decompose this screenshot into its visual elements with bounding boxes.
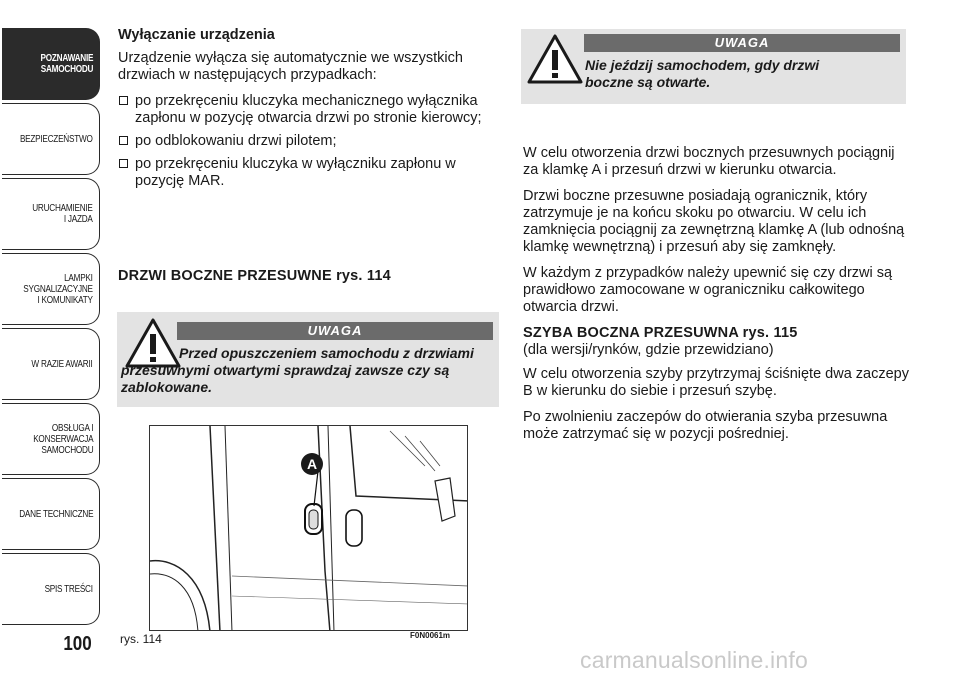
bullet-item: po odblokowaniu drzwi pilotem;	[118, 133, 498, 150]
paragraph: W celu otworzenia szyby przytrzymaj ściśnięte dwa zaczepy B w kierunku do siebie i przesuń szybę.	[523, 366, 909, 399]
section-subtitle: (dla wersji/rynków, gdzie przewidziano)	[523, 342, 774, 358]
warning-box-right	[521, 29, 906, 104]
tab-obsluga-i-konserwacja[interactable]: OBSŁUGA I KONSERWACJA SAMOCHODU	[2, 403, 100, 475]
tab-w-razie-awarii[interactable]: W RAZIE AWARII	[2, 328, 100, 400]
warning-text: Nie jeździj samochodem, gdy drzwi boczne są otwarte.	[585, 57, 820, 90]
paragraph: Drzwi boczne przesuwne posiadają ogranicznik, który zatrzymuje je na końcu skoku po otwarciu. W celu ich zamknięcia pociągnij za zewnętrzną klamkę A (lub odnośną klamkę wewnętrzną) i przesuń aby się zamknęły.	[523, 188, 905, 255]
section-title-drzwi: DRZWI BOCZNE PRZESUWNE rys. 114	[118, 268, 391, 284]
paragraph: W celu otworzenia drzwi bocznych przesuwnych pociągnij za klamkę A i przesuń drzwi w kierunku otwarcia.	[523, 145, 895, 178]
left-column	[118, 27, 498, 196]
right-column	[523, 145, 911, 452]
warning-box-left	[117, 312, 499, 407]
van-side-door-illustration	[150, 426, 468, 631]
intro-paragraph: Urządzenie wyłącza się automatycznie we wszystkich drzwiach w następujących przypadkach:	[118, 50, 463, 83]
tab-poznawanie-samochodu[interactable]: POZNAWANIE SAMOCHODU	[2, 28, 100, 100]
tab-spis-tresci[interactable]: SPIS TREŚCI	[2, 553, 100, 625]
tab-bezpieczenstwo[interactable]: BEZPIECZEŃSTWO	[2, 103, 100, 175]
tab-uruchamienie-i-jazda[interactable]: URUCHAMIENIE I JAZDA	[2, 178, 100, 250]
figure-caption: rys. 114	[120, 632, 162, 646]
page-number: 100	[63, 633, 92, 655]
watermark: carmanualsonline.info	[580, 647, 808, 673]
warning-label: UWAGA	[177, 322, 493, 340]
tab-dane-techniczne[interactable]: DANE TECHNICZNE	[2, 478, 100, 550]
section-title-szyba: SZYBA BOCZNA PRZESUWNA rys. 115	[523, 325, 798, 341]
paragraph: Po zwolnieniu zaczepów do otwierania szyba przesuwna może zatrzymać się w pozycji pośredniej.	[523, 409, 888, 442]
callout-a-label: A	[306, 456, 318, 472]
tab-lampki-sygnalizacyjne[interactable]: LAMPKI SYGNALIZACYJNE I KOMUNIKATY	[2, 253, 100, 325]
figure-sliding-door	[149, 425, 468, 631]
bullet-item: po przekręceniu kluczyka mechanicznego wyłącznika zapłonu w pozycję otwarcia drzwi po stronie kierowcy;	[118, 93, 498, 127]
bullet-item: po przekręceniu kluczyka w wyłączniku zapłonu w pozycję MAR.	[118, 156, 498, 190]
warning-triangle-icon	[527, 34, 583, 84]
section-szyba	[523, 325, 911, 359]
warning-label: UWAGA	[584, 34, 900, 52]
warning-text: Przed opuszczeniem samochodu z drzwiami przesuwnymi otwartymi sprawdzaj zawsze czy są zablokowane.	[121, 345, 474, 395]
heading-wylaczanie: Wyłączanie urządzenia	[118, 27, 275, 43]
figure-code: F0N0061m	[410, 631, 451, 640]
paragraph: W każdym z przypadków należy upewnić się czy drzwi są prawidłowo zamocowane w ograniczniku całkowitego otwarcia drzwi.	[523, 265, 893, 315]
